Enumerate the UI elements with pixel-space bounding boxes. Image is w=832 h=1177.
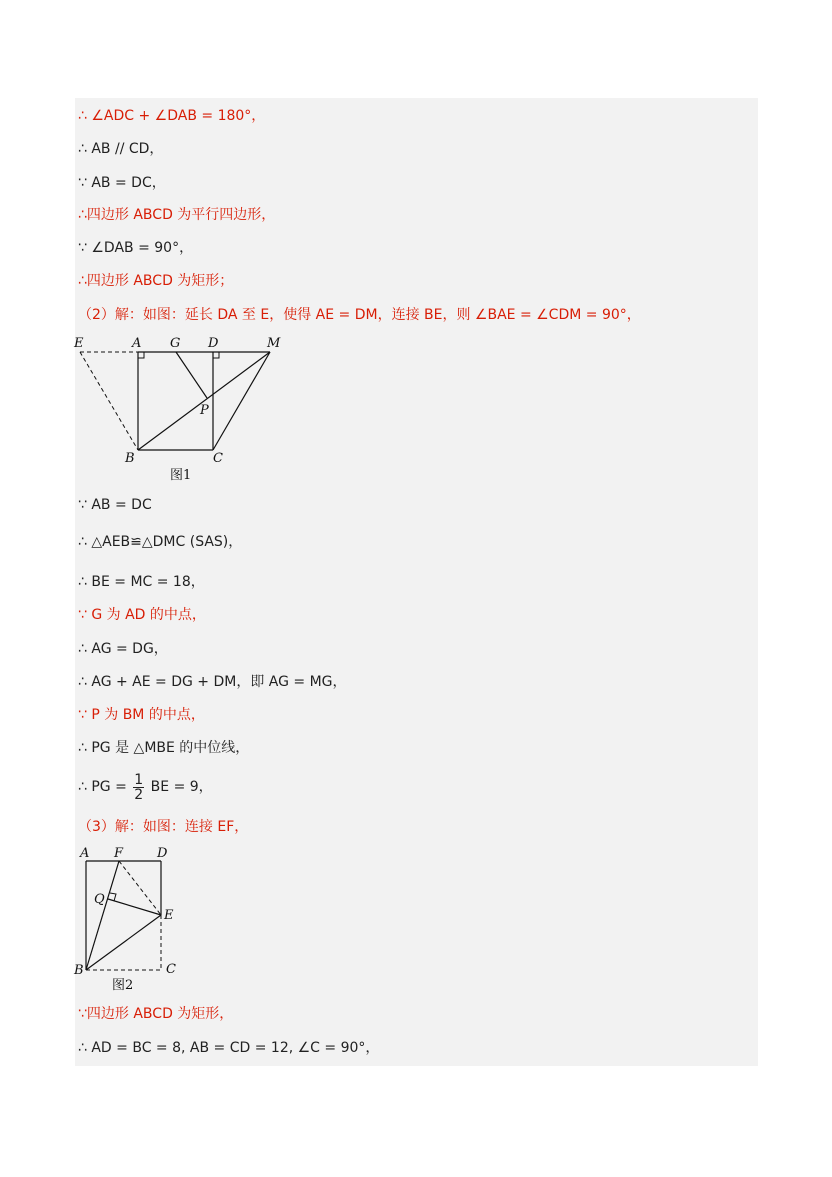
fig1-label-C: C (213, 451, 223, 466)
fig2-label-D: D (157, 846, 168, 861)
line-15: ∴ PG 是 △MBE 的中位线， (78, 740, 250, 756)
line-3: ∵ AB = DC， (78, 175, 166, 191)
line-1: ∴ ∠ADC + ∠DAB = 180°， (78, 108, 266, 124)
fig2-line-BE (86, 915, 161, 970)
fig2-label-A: A (80, 846, 90, 861)
fig2-line-BF (86, 861, 119, 970)
line-12: ∴ AG = DG， (78, 641, 168, 657)
fraction-one-half (133, 773, 144, 802)
line-17: （3）解：如图：连接 EF， (78, 819, 249, 835)
fig2-caption: 图2 (112, 978, 134, 993)
line-11: ∵ G 为 AD 的中点， (78, 607, 206, 623)
fig1-line-GP (176, 352, 207, 398)
line-16-prefix: ∴ PG = (78, 779, 127, 795)
fig1-line-CM (213, 352, 270, 450)
fraction-numerator: 1 (134, 771, 144, 788)
line-5: ∵ ∠DAB = 90°， (78, 240, 194, 256)
figure-2 (72, 845, 192, 995)
line-8: ∵ AB = DC (78, 497, 152, 513)
line-16 (78, 769, 213, 805)
fig1-caption: 图1 (170, 468, 192, 483)
fig2-label-F: F (114, 846, 124, 861)
fig1-label-D: D (208, 336, 219, 351)
line-7: （2）解：如图：延长 DA 至 E，使得 AE = DM，连接 BE，则 ∠BAE = ∠CDM = 90°， (78, 307, 641, 323)
fig1-line-BM (138, 352, 270, 450)
line-19: ∴ AD = BC = 8, AB = CD = 12, ∠C = 90°， (78, 1040, 380, 1056)
line-13: ∴ AG + AE = DG + DM，即 AG = MG， (78, 674, 347, 690)
fig1-right-angle-D (213, 352, 219, 358)
fig2-line-FE (119, 861, 161, 915)
fraction-denominator: 2 (134, 786, 144, 803)
fig2-label-C: C (166, 962, 176, 977)
fig2-line-QE (108, 899, 161, 915)
fig2-label-B: B (74, 963, 84, 978)
line-10: ∴ BE = MC = 18， (78, 574, 205, 590)
fig1-label-B: B (125, 451, 135, 466)
line-6: ∴四边形 ABCD 为矩形； (78, 273, 234, 289)
fig1-label-E: E (74, 336, 84, 351)
fig1-label-M: M (267, 336, 281, 351)
line-18: ∵四边形 ABCD 为矩形， (78, 1006, 234, 1022)
fig1-label-P: P (200, 403, 209, 418)
figure-1 (70, 332, 310, 484)
fig1-label-G: G (170, 336, 181, 351)
line-14: ∵ P 为 BM 的中点， (78, 707, 205, 723)
fig1-line-EB (80, 352, 138, 450)
fig1-label-A: A (132, 336, 142, 351)
line-9: ∴ △AEB≌△DMC (SAS)， (78, 534, 243, 550)
fig1-right-angle-A (138, 352, 144, 358)
fig2-label-Q: Q (94, 892, 105, 907)
line-4: ∴四边形 ABCD 为平行四边形， (78, 207, 276, 223)
line-2: ∴ AB // CD， (78, 141, 164, 157)
fig2-label-E: E (164, 908, 174, 923)
line-16-suffix: BE = 9， (150, 779, 213, 795)
